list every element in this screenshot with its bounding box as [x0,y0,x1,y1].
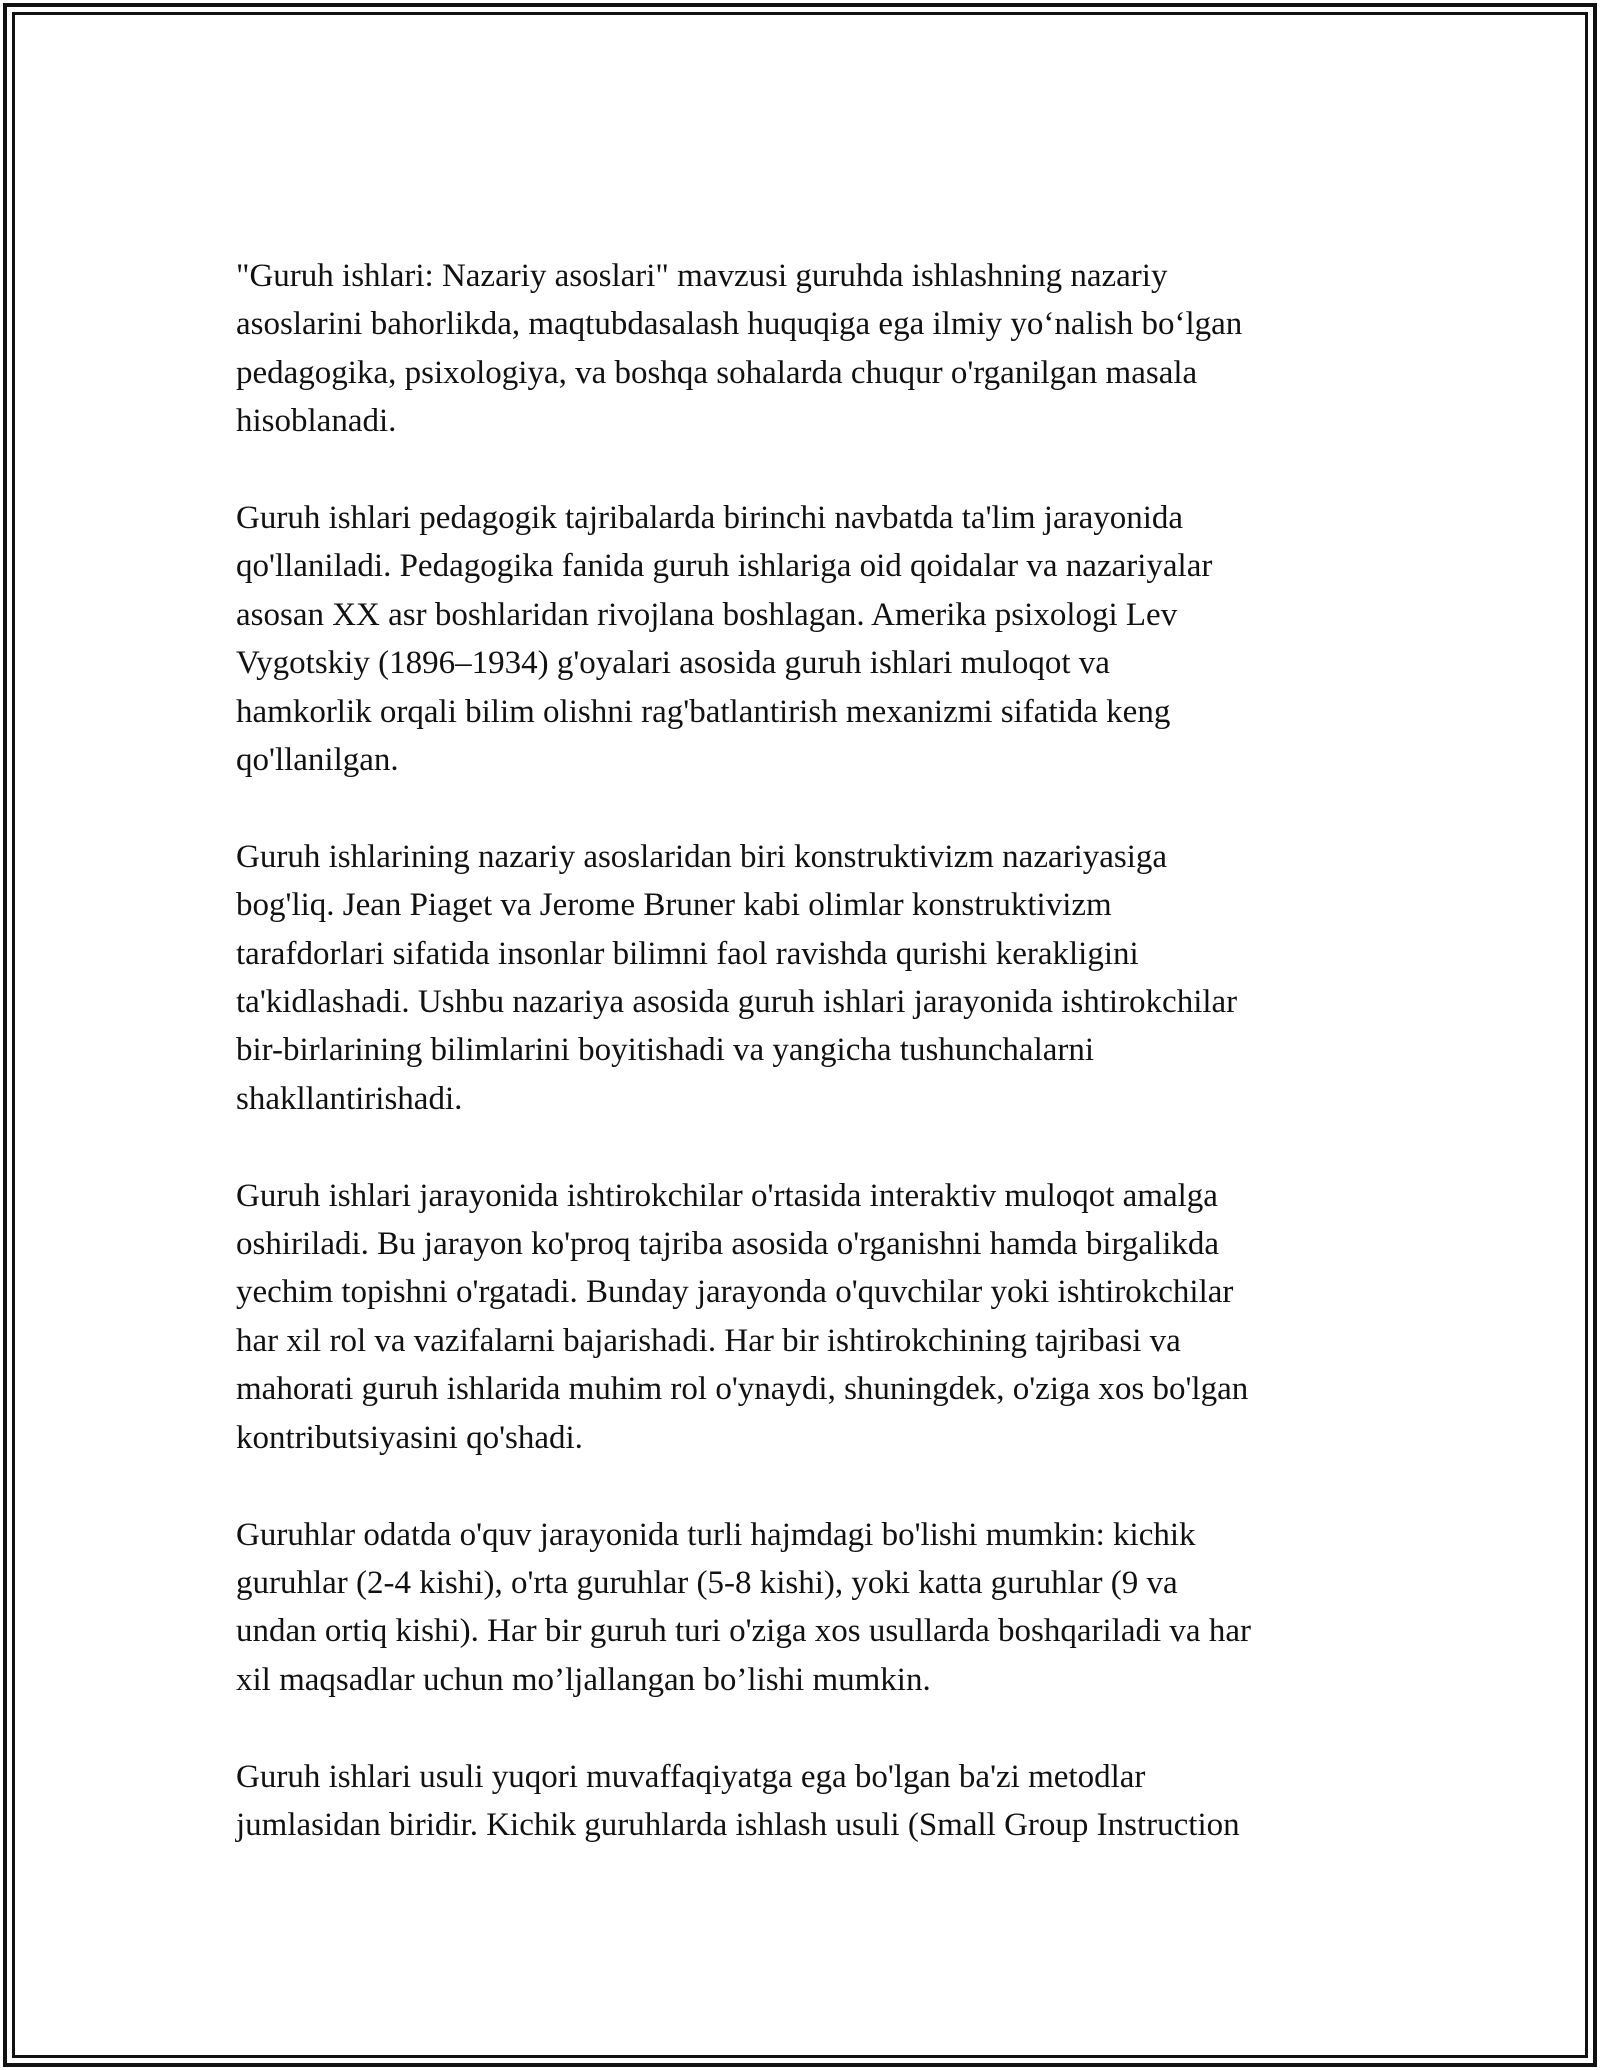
paragraph-group-sizes: Guruhlar odatda o'quv jarayonida turli hajmdagi bo'lishi mumkin: kichik guruhlar (2-4 kishi), o'rta guruhlar (5-8 kishi), yoki katta guruhlar (9 va undan ortiq kishi). Har bir guruh turi o'ziga xos usullarda boshqariladi va har xil maqsadlar uchun mo’ljallangan bo’lishi mumkin. [236,1516,1251,1698]
paragraph-interactive-communication: Guruh ishlari jarayonida ishtirokchilar o'rtasida interaktiv muloqot amalga oshiriladi. Bu jarayon ko'proq tajriba asosida o'rganishni hamda birgalikda yechim topishni o'rgatadi. Bunday jarayonda o'quvchilar yoki ishtirokchilar har xil rol va vazifalarni bajarishadi. Har bir ishtirokchining tajribasi va mahorati guruh ishlarida muhim rol o'ynaydi, shuningdek, o'ziga xos bo'lgan kontributsiyasini qo'shadi. [236,1177,1249,1456]
paragraph-pedagogical-history: Guruh ishlari pedagogik tajribalarda birinchi navbatda ta'lim jarayonida qo'llaniladi. Pedagogika fanida guruh ishlariga oid qoidalar va nazariyalar asosan XX asr boshlaridan rivojlana boshlagan. Amerika psixologi Lev Vygotskiy (1896–1934) g'oyalari asosida guruh ishlari muloqot va hamkorlik orqali bilim olishni rag'batlantirish mexanizmi sifatida keng qo'llanilgan. [236,500,1213,779]
paragraph-intro: "Guruh ishlari: Nazariy asoslari" mavzusi guruhda ishlashning nazariy asoslarini bahorlikda, maqtubdasalash huquqiga ega ilmiy yo‘nalish bo‘lgan pedagogika, psixologiya, va boshqa sohalarda chuqur o'rganilgan masala hisoblanadi. [236,258,1243,440]
paragraph-methods: Guruh ishlari usuli yuqori muvaffaqiyatga ega bo'lgan ba'zi metodlar jumlasidan biridir. Kichik guruhlarda ishlash usuli (Small Group Instruction [236,1758,1240,1843]
paragraph-constructivism: Guruh ishlarining nazariy asoslaridan biri konstruktivizm nazariyasiga bog'liq. Jean Piaget va Jerome Bruner kabi olimlar konstruktivizm tarafdorlari sifatida insonlar bilimni faol ravishda qurishi kerakligini ta'kidlashadi. Ushbu nazariya asosida guruh ishlari jarayonida ishtirokchilar bir-birlarining bilimlarini boyitishadi va yangicha tushunchalarni shakllantirishadi. [236,838,1238,1117]
document-body [236,252,1376,1898]
